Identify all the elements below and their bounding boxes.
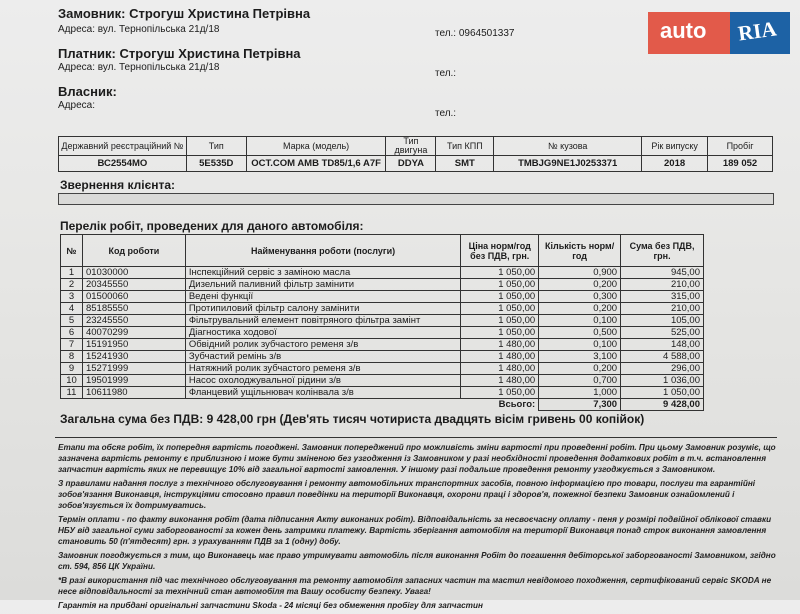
work-number: 6: [61, 327, 83, 339]
table-row: [61, 267, 704, 279]
payer-phone: тел.:: [435, 68, 457, 79]
logo-ria-text: RIA: [730, 12, 790, 54]
work-hours: 0,100: [539, 339, 621, 351]
vehicle-value-cell: TMBJG9NE1J0253371: [494, 156, 642, 172]
work-number: 2: [61, 279, 83, 291]
owner-phone: тел.:: [435, 108, 457, 119]
work-code: 20345550: [82, 279, 185, 291]
work-code: 15191950: [82, 339, 185, 351]
vehicle-value-row: [59, 156, 773, 172]
work-price: 1 050,00: [461, 291, 539, 303]
work-price: 1 480,00: [461, 339, 539, 351]
work-sum: 315,00: [621, 291, 704, 303]
work-sum: 105,00: [621, 315, 704, 327]
work-hours: 0,900: [539, 267, 621, 279]
work-number: 11: [61, 387, 83, 399]
work-hours: 0,700: [539, 375, 621, 387]
works-title: Перелік робіт, проведених для даного автомобіля:: [60, 219, 364, 233]
work-name: Ведені функції: [185, 291, 460, 303]
vehicle-value-cell: 5Е535D: [186, 156, 246, 172]
work-code: 01500060: [82, 291, 185, 303]
customer-name: Строгуш Христина Петрівна: [129, 6, 311, 21]
note-paragraph: Етапи та обсяг робіт, їх попередня вартість погоджені. Замовник попереджений про можливість зміни вартості при проведенні робіт. При цьому Замовник розуміє, що зазначена вартість ремонту є приблизною і може бути зміненою без узгодження із Замовником у разі необхідності проведення додаткових робіт в т.ч. встановлення запчастин вартість яких не перевищує 10% від загальної вартості замовлення. У іншому разі подальше проведення ремонту узгоджується з Замовником.: [58, 443, 776, 474]
table-row: [61, 339, 704, 351]
work-number: 7: [61, 339, 83, 351]
work-sum: 1 036,00: [621, 375, 704, 387]
work-code: 23245550: [82, 315, 185, 327]
vehicle-value-cell: DDYA: [386, 156, 436, 172]
table-row: [61, 291, 704, 303]
work-price: 1 050,00: [461, 303, 539, 315]
table-row: [61, 315, 704, 327]
work-number: 10: [61, 375, 83, 387]
owner-label: Власник:: [58, 84, 117, 99]
work-code: 15271999: [82, 363, 185, 375]
work-name: Протипиловий фільтр салону замінити: [185, 303, 460, 315]
note-paragraph: *В разі використання під час технічного обслуговування та ремонту автомобіля запасних частин та мастил невідомого походження, сертифікований сервіс SKODA не несе відповідальності за технічний стан автомобіля та Вашу особисту безпеку. Увага!: [58, 576, 772, 596]
works-header-cell: Код роботи: [82, 235, 185, 267]
customer-block: [58, 6, 310, 21]
vehicle-header-cell: Державний реєстраційний №: [59, 137, 187, 156]
works-total-label: Всього:: [61, 399, 539, 411]
request-label: Звернення клієнта:: [60, 178, 176, 192]
table-row: [61, 279, 704, 291]
work-price: 1 050,00: [461, 315, 539, 327]
work-name: Дизельний паливний фільтр замінити: [185, 279, 460, 291]
table-row: [61, 303, 704, 315]
customer-phone: тел.: 0964501337: [435, 28, 515, 39]
work-number: 1: [61, 267, 83, 279]
note-paragraph: Гарантія на прибдані оригінальні запчастини Skoda - 24 місяці без обмеження пробігу для запчастин: [58, 601, 483, 610]
work-number: 8: [61, 351, 83, 363]
works-table: [60, 234, 704, 411]
vehicle-table: [58, 136, 773, 172]
work-hours: 0,200: [539, 303, 621, 315]
terms-notes: [58, 442, 778, 614]
work-number: 4: [61, 303, 83, 315]
work-sum: 525,00: [621, 327, 704, 339]
note-paragraph: Замовник погоджується з тим, що Виконавець має право утримувати автомобіль після виконання Робіт до погашення дебіторської заборгованості Замовником, згідно ст. 594, 856 ЦК України.: [58, 551, 776, 571]
customer-label: Замовник:: [58, 6, 126, 21]
work-name: Насос охолоджувальної рідини з/в: [185, 375, 460, 387]
works-header-row: [61, 235, 704, 267]
work-code: 40070299: [82, 327, 185, 339]
notes-divider: [55, 437, 777, 438]
work-hours: 0,500: [539, 327, 621, 339]
work-name: Зубчастий ремінь з/в: [185, 351, 460, 363]
note-paragraph: З правилами надання послуг з технічного обслуговування і ремонту автомобільних транспортних засобів, повною інформацією про товари, послуги та гарантійні зобов'язання Виконавця, інструкціями стосовно правил поведінки на території Виконавця, охорони праці і здоров'я, пожежної безпеки Замовник ознайомлений і зобов'язується їх дотримуватись.: [58, 479, 756, 510]
table-row: [61, 375, 704, 387]
table-row: [61, 363, 704, 375]
vehicle-value-cell: 2018: [642, 156, 708, 172]
work-sum: 210,00: [621, 303, 704, 315]
work-code: 85185550: [82, 303, 185, 315]
work-price: 1 480,00: [461, 375, 539, 387]
work-hours: 0,300: [539, 291, 621, 303]
work-price: 1 050,00: [461, 387, 539, 399]
payer-block: [58, 46, 301, 61]
work-price: 1 050,00: [461, 267, 539, 279]
vehicle-header-cell: Тип двигуна: [386, 137, 436, 156]
vehicle-header-cell: Рік випуску: [642, 137, 708, 156]
works-total-hours: 7,300: [539, 399, 621, 411]
vehicle-header-cell: Пробіг: [708, 137, 773, 156]
table-row: [61, 351, 704, 363]
vehicle-header-cell: Тип: [186, 137, 246, 156]
work-code: 10611980: [82, 387, 185, 399]
works-header-cell: Кількість норм/год: [539, 235, 621, 267]
work-number: 3: [61, 291, 83, 303]
payer-address: Адреса: вул. Тернопільська 21д/18: [58, 62, 220, 73]
works-header-cell: №: [61, 235, 83, 267]
work-hours: 0,100: [539, 315, 621, 327]
works-total-row: [61, 399, 704, 411]
work-sum: 296,00: [621, 363, 704, 375]
work-name: Натяжний ролик зубчастого ременя з/в: [185, 363, 460, 375]
works-total-sum: 9 428,00: [621, 399, 704, 411]
work-sum: 1 050,00: [621, 387, 704, 399]
customer-address: Адреса: вул. Тернопільська 21д/18: [58, 24, 220, 35]
vehicle-value-cell: OCT.COM AMB TD85/1,6 A7F: [246, 156, 386, 172]
owner-address: Адреса:: [58, 100, 95, 111]
work-hours: 0,200: [539, 363, 621, 375]
work-sum: 4 588,00: [621, 351, 704, 363]
logo-auto-text: auto: [648, 12, 730, 54]
work-name: Інспекційний сервіс з заміною масла: [185, 267, 460, 279]
works-header-cell: Найменування роботи (послуги): [185, 235, 460, 267]
vehicle-value-cell: 189 052: [708, 156, 773, 172]
autoria-logo: [648, 12, 790, 54]
work-number: 9: [61, 363, 83, 375]
work-price: 1 050,00: [461, 327, 539, 339]
work-name: Фланцевий ущільнювач колінвала з/в: [185, 387, 460, 399]
work-name: Обвідний ролик зубчастого ременя з/в: [185, 339, 460, 351]
request-field: [58, 193, 774, 205]
table-row: [61, 387, 704, 399]
vehicle-header-cell: Тип КПП: [436, 137, 494, 156]
work-hours: 1,000: [539, 387, 621, 399]
work-code: 19501999: [82, 375, 185, 387]
table-row: [61, 327, 704, 339]
work-hours: 0,200: [539, 279, 621, 291]
vehicle-header-cell: Марка (модель): [246, 137, 386, 156]
work-sum: 148,00: [621, 339, 704, 351]
work-number: 5: [61, 315, 83, 327]
vehicle-value-cell: SMT: [436, 156, 494, 172]
vehicle-value-cell: ВС2554МО: [59, 156, 187, 172]
work-price: 1 480,00: [461, 363, 539, 375]
work-code: 15241930: [82, 351, 185, 363]
payer-label: Платник:: [58, 46, 116, 61]
work-price: 1 050,00: [461, 279, 539, 291]
vehicle-header-cell: № кузова: [494, 137, 642, 156]
works-header-cell: Ціна норм/год без ПДВ, грн.: [461, 235, 539, 267]
work-name: Діагностика ходової: [185, 327, 460, 339]
work-price: 1 480,00: [461, 351, 539, 363]
work-name: Фільтрувальний елемент повітряного фільтра замінт: [185, 315, 460, 327]
work-sum: 945,00: [621, 267, 704, 279]
grand-total: Загальна сума без ПДВ: 9 428,00 грн (Дев'ять тисяч чотириста двадцять вісім гривень 00 копійок): [60, 412, 645, 426]
work-hours: 3,100: [539, 351, 621, 363]
works-body: [61, 267, 704, 399]
work-code: 01030000: [82, 267, 185, 279]
vehicle-header-row: [59, 137, 773, 156]
note-paragraph: Термін оплати - по факту виконання робіт (дата підписання Акту виконаних робіт). Відповідальність за несвоєчасну оплату - пеня у розмірі подвійної облікової ставки НБУ від загальної суми заборгованості за кожен день затримки платежу. Вартість зберігання автомобіля на території Виконавця понад строк виконання замовлення становить 50 (п'ятдесят) грн. з урахуванням ПДВ за 1 (одну) добу.: [58, 515, 772, 546]
works-header-cell: Сума без ПДВ, грн.: [621, 235, 704, 267]
payer-name: Строгуш Христина Петрівна: [119, 46, 301, 61]
work-sum: 210,00: [621, 279, 704, 291]
